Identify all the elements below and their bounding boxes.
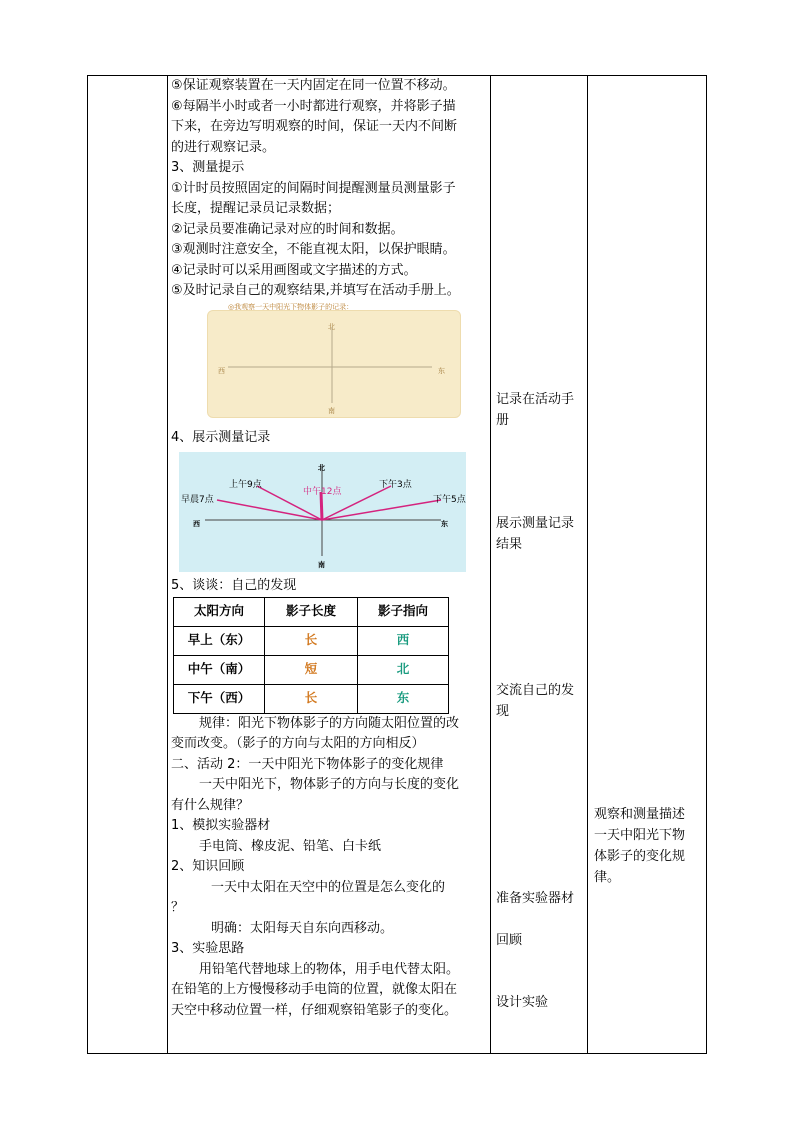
section-heading: 4、展示测量记录 — [171, 429, 271, 445]
text-line: 下来，在旁边写明观察的时间，保证一天内不间断 — [171, 119, 458, 134]
text-line: 变而改变。（影子的方向与太阳的方向相反） — [171, 736, 425, 751]
text-line: 展示测量记录 — [496, 516, 575, 531]
text-line: 的进行观察记录。 — [171, 139, 276, 155]
record-worksheet-figure — [207, 302, 461, 418]
text-line: 结果 — [496, 537, 523, 552]
north-label: 北 — [328, 322, 335, 331]
findings-table — [173, 597, 449, 714]
table-header: 影子长度 — [265, 597, 358, 626]
text-line: 一天中阳光下物 — [594, 828, 686, 843]
student-activity-talk — [496, 680, 574, 722]
time-label-12: 中午12点 — [303, 487, 342, 497]
north-label: 北 — [318, 464, 325, 472]
table-header: 太阳方向 — [174, 597, 265, 626]
student-activity-show — [496, 513, 574, 555]
south-label: 南 — [318, 561, 325, 569]
text-line: ⑤保证观察装置在一天内固定在同一位置不移动。 — [171, 78, 456, 93]
column-divider — [587, 75, 588, 1054]
worksheet-caption: ◎我观察一天中阳光下物体影子的记录： — [228, 302, 354, 311]
table-row — [174, 684, 449, 713]
text-line: 律。 — [594, 870, 621, 885]
table-row — [174, 655, 449, 684]
text-line: 天空中移动位置一样，仔细观察铅笔影子的变化。 — [171, 1002, 458, 1018]
time-label-7: 早晨7点 — [181, 495, 214, 505]
teaching-content-column — [171, 76, 489, 1021]
table-cell: 下午（西） — [174, 684, 265, 713]
table-header: 影子指向 — [358, 597, 449, 626]
table-row — [174, 626, 449, 655]
column-divider — [167, 75, 168, 1054]
table-cell: 西 — [358, 626, 449, 655]
text-line: 规律：阳光下物体影子的方向随太阳位置的改 — [199, 715, 460, 731]
text-line: 观察和测量描述 — [594, 807, 686, 822]
text-line: 长度，提醒记录员记录数据； — [171, 201, 341, 216]
east-label: 东 — [438, 366, 445, 375]
text-line: 体影子的变化规 — [594, 849, 686, 864]
time-label-9: 上午9点 — [229, 480, 262, 490]
text-line: ⑤及时记录自己的观察结果,并填写在活动手册上。 — [171, 283, 460, 298]
text-line: 记录在活动手 — [496, 392, 575, 407]
text-line: 一天中阳光下，物体影子的方向与长度的变化 — [199, 777, 460, 792]
text-line: 明确：太阳每天自东向西移动。 — [211, 920, 394, 936]
table-cell: 短 — [265, 655, 358, 684]
section-heading: 二、活动 2：一天中阳光下物体影子的变化规律 — [171, 756, 444, 772]
text-line: ②记录员要准确记录对应的时间和数据。 — [171, 221, 404, 237]
text-line: 手电筒、橡皮泥、铅笔、白卡纸 — [199, 838, 382, 854]
section-heading: 2、知识回顾 — [171, 859, 245, 874]
section-heading: 5、谈谈：自己的发现 — [171, 578, 297, 593]
table-cell: 东 — [358, 684, 449, 713]
table-cell: 北 — [358, 655, 449, 684]
table-cell: 长 — [265, 626, 358, 655]
table-cell: 中午（南） — [174, 655, 265, 684]
table-header-row — [174, 597, 449, 626]
south-label: 南 — [328, 406, 335, 415]
text-line: 有什么规律？ — [171, 797, 250, 813]
west-label: 西 — [193, 520, 200, 528]
east-label: 东 — [441, 520, 448, 528]
section-heading: 3、测量提示 — [171, 160, 245, 175]
text-line: 册 — [496, 413, 510, 428]
text-line: ⑥每隔半小时或者一小时都进行观察，并将影子描 — [171, 98, 456, 114]
text-line: 现 — [496, 704, 510, 719]
text-line: ④记录时可以采用画图或文字描述的方式。 — [171, 262, 417, 278]
design-intent — [594, 804, 685, 888]
text-line: 交流自己的发 — [496, 683, 575, 698]
table-cell: 长 — [265, 684, 358, 713]
section-heading: 3、实验思路 — [171, 941, 245, 956]
text-line: ①计时员按照固定的间隔时间提醒测量员测量影子 — [171, 180, 456, 196]
column-divider — [490, 75, 491, 1054]
student-activity-design: 设计实验 — [496, 995, 549, 1010]
text-line: ③观测时注意安全，不能直视太阳，以保护眼睛。 — [171, 242, 456, 257]
text-line: 一天中太阳在天空中的位置是怎么变化的 — [211, 879, 446, 895]
time-label-15: 下午3点 — [379, 480, 412, 490]
student-activity-record — [496, 389, 574, 431]
student-activity-review: 回顾 — [496, 933, 523, 948]
text-line: 用铅笔代替地球上的物体，用手电代替太阳。 — [199, 961, 460, 977]
west-label: 西 — [218, 366, 225, 375]
table-cell: 早上（东） — [174, 626, 265, 655]
shadow-record-figure — [179, 452, 466, 572]
time-label-17: 下午5点 — [433, 495, 466, 505]
text-line: ？ — [171, 900, 185, 915]
section-heading: 1、模拟实验器材 — [171, 818, 271, 833]
text-line: 在铅笔的上方慢慢移动手电筒的位置，就像太阳在 — [171, 982, 458, 997]
student-activity-prepare: 准备实验器材 — [496, 891, 575, 906]
